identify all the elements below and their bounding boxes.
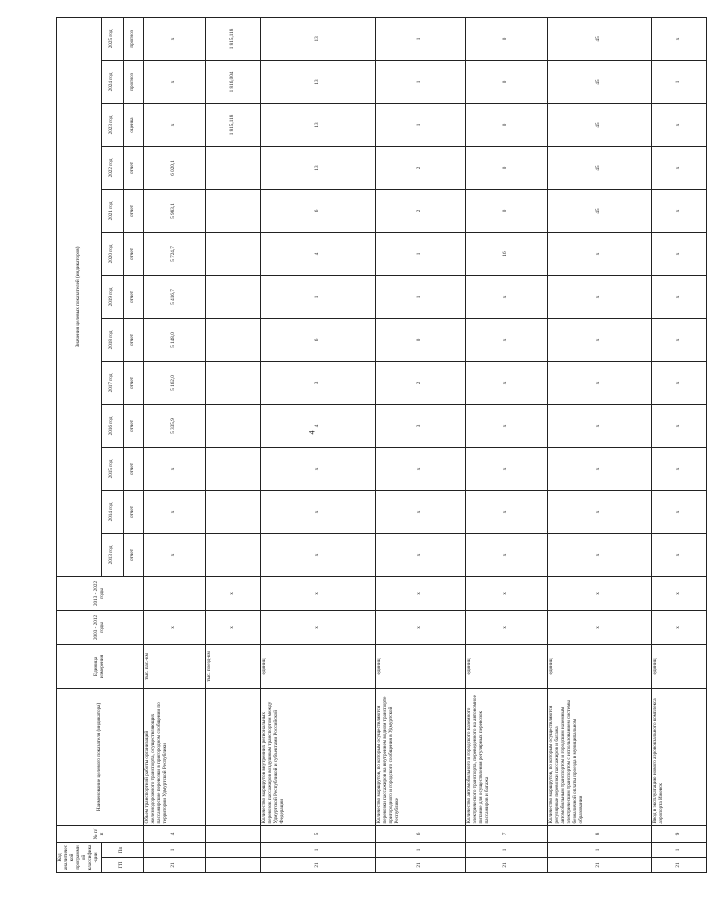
cell-value: 45 (547, 146, 651, 189)
cell-value: x (651, 404, 706, 447)
header-year-type: отчет (123, 189, 143, 232)
cell-value: x (260, 533, 375, 576)
cell-value: x (651, 490, 706, 533)
cell-value: 45 (547, 17, 651, 60)
header-year-type: отчет (123, 447, 143, 490)
cell-unit: единиц (651, 644, 706, 688)
header-year: 2023 год (101, 103, 123, 146)
cell-value: x (651, 447, 706, 490)
cell-value: 45 (547, 103, 651, 146)
cell-value: x (143, 490, 205, 533)
cell-value: 13 (260, 103, 375, 146)
cell-value: 2 (375, 146, 465, 189)
rotated-table-container (56, 19, 681, 873)
cell-value: 5 335,9 (143, 404, 205, 447)
cell-value: x (143, 103, 205, 146)
page-number: 4 (307, 430, 317, 435)
cell-value: x (651, 361, 706, 404)
cell-value: 6 (260, 189, 375, 232)
cell-value: 13 (260, 17, 375, 60)
cell-value: 0 (465, 189, 547, 232)
cell-value: 6 020,1 (143, 146, 205, 189)
cell-value: 5 148,0 (143, 318, 205, 361)
cell-value (205, 361, 260, 404)
cell-pp: 1 (547, 842, 651, 857)
cell-value: x (375, 533, 465, 576)
table-row (547, 17, 651, 872)
cell-value: 1 (375, 103, 465, 146)
cell-value: 2 (375, 189, 465, 232)
cell-pp: 1 (260, 842, 375, 857)
cell-period-2013-2022: x (465, 576, 547, 610)
cell-num: 9 (651, 825, 706, 842)
cell-value: x (547, 490, 651, 533)
cell-unit: тыс. поезд-км (205, 644, 260, 688)
cell-value: 1 (260, 275, 375, 318)
header-pp: Пп (101, 842, 143, 857)
cell-pp: 1 (143, 842, 205, 857)
header-period-2003-2012: 2003 - 2012 годы (57, 610, 144, 644)
cell-period-2003-2012: x (547, 610, 651, 644)
cell-value: x (651, 533, 706, 576)
header-values-group: Значения целевых показателей (индикаторов) (57, 17, 102, 576)
cell-gp: 21 (375, 858, 465, 873)
header-year-type: отчет (123, 146, 143, 189)
cell-indicator: Ввод в эксплуатацию нового аэровокзального комплекса аэропорта Ижевск (651, 688, 706, 825)
cell-value (205, 404, 260, 447)
cell-period-2003-2012: x (375, 610, 465, 644)
cell-value: 13 (260, 60, 375, 103)
cell-value: x (465, 447, 547, 490)
cell-value: x (465, 490, 547, 533)
cell-period-2003-2012: x (143, 610, 205, 644)
cell-period-2003-2012: x (205, 610, 260, 644)
cell-value: 5 162,0 (143, 361, 205, 404)
header-year: 2021 год (101, 189, 123, 232)
cell-value: 16 (465, 232, 547, 275)
cell-value: x (375, 490, 465, 533)
header-year-type: отчет (123, 275, 143, 318)
header-year-type: прогноз (123, 17, 143, 60)
cell-value: x (143, 447, 205, 490)
cell-value: 1 816,004 (205, 60, 260, 103)
table-row (651, 17, 706, 872)
cell-pp (205, 842, 260, 857)
cell-value: x (547, 447, 651, 490)
cell-value: x (143, 17, 205, 60)
cell-period-2003-2012: x (465, 610, 547, 644)
header-year: 2013 год (101, 533, 123, 576)
header-year: 2014 год (101, 490, 123, 533)
header-year-type: прогноз (123, 60, 143, 103)
cell-indicator: Объем транспортной работы организаций железнодорожного транспорта, осуществляющих пассажирские перевозки в пригородном сообщении по территории Удмуртской Республики (143, 688, 205, 825)
cell-value: 1 (375, 275, 465, 318)
table-row (375, 17, 465, 872)
cell-value: x (651, 275, 706, 318)
cell-period-2003-2012: x (651, 610, 706, 644)
cell-value: x (465, 318, 547, 361)
cell-pp: 1 (465, 842, 547, 857)
cell-num: 8 (547, 825, 651, 842)
cell-value: 5 983,1 (143, 189, 205, 232)
cell-value: x (143, 60, 205, 103)
cell-value: x (260, 490, 375, 533)
cell-value: x (651, 189, 706, 232)
header-gp: ГП (101, 858, 143, 873)
cell-value: 45 (547, 60, 651, 103)
header-indicator: Наименование целевого показателя (индикатора) (57, 688, 144, 825)
cell-indicator: Количество маршрутов, по которым осуществляются регулярные перевозки пассажиров и багажа автомобильным транспортом и городским наземным электрическим транспортом с использованием системы безналичной оплаты проезда в муниципальном образовании (547, 688, 651, 825)
cell-indicator: Количество маршрутов, по которым осуществляются перевозки пассажиров на внутреннем водном транспорте пригородного и городского сообщения в Удмуртской Республике (375, 688, 465, 825)
cell-value: x (651, 17, 706, 60)
header-year: 2018 год (101, 318, 123, 361)
cell-value (205, 447, 260, 490)
table-row (465, 17, 547, 872)
cell-value (205, 533, 260, 576)
cell-value: x (143, 533, 205, 576)
cell-value: 13 (260, 146, 375, 189)
header-year: 2022 год (101, 146, 123, 189)
cell-unit: единиц (375, 644, 465, 688)
header-year: 2015 год (101, 447, 123, 490)
cell-unit: единиц (260, 644, 375, 688)
cell-value: 0 (465, 103, 547, 146)
table-row (260, 17, 375, 872)
cell-gp: 21 (260, 858, 375, 873)
cell-value: x (651, 318, 706, 361)
cell-value (205, 189, 260, 232)
cell-value: x (651, 146, 706, 189)
cell-unit: тыс. пас.-км (143, 644, 205, 688)
cell-gp: 21 (465, 858, 547, 873)
cell-value: x (547, 232, 651, 275)
header-year: 2019 год (101, 275, 123, 318)
cell-value: 5 416,7 (143, 275, 205, 318)
cell-indicator: Количество автомобильного и городского наземного электрического транспорта, переведенного на автономное питание для осуществления регулярных перевозок пассажиров и багажа (465, 688, 547, 825)
cell-gp (205, 858, 260, 873)
header-year-type: отчет (123, 361, 143, 404)
cell-value: 1 (375, 60, 465, 103)
cell-value (205, 318, 260, 361)
cell-value: x (260, 447, 375, 490)
cell-value: x (547, 318, 651, 361)
cell-value (205, 146, 260, 189)
cell-value: 1 815,118 (205, 103, 260, 146)
cell-value: 0 (465, 146, 547, 189)
cell-num (205, 825, 260, 842)
cell-period-2013-2022: x (205, 576, 260, 610)
cell-value: 1 (651, 60, 706, 103)
header-year: 2020 год (101, 232, 123, 275)
cell-period-2013-2022: x (375, 576, 465, 610)
cell-value: x (465, 361, 547, 404)
header-year-type: отчет (123, 533, 143, 576)
header-unit: Единица измерения (57, 644, 144, 688)
cell-num: 4 (143, 825, 205, 842)
cell-value: 45 (547, 189, 651, 232)
cell-value: 3 (375, 404, 465, 447)
header-year: 2017 год (101, 361, 123, 404)
cell-num: 6 (375, 825, 465, 842)
cell-value: x (547, 275, 651, 318)
header-year-type: отчет (123, 490, 143, 533)
cell-pp: 1 (651, 842, 706, 857)
cell-num: 7 (465, 825, 547, 842)
cell-value: x (375, 447, 465, 490)
table-row (143, 17, 205, 872)
cell-value: x (651, 232, 706, 275)
cell-unit: единиц (465, 644, 547, 688)
header-year: 2025 год (101, 17, 123, 60)
cell-value: 4 (260, 232, 375, 275)
cell-value: 1 815,118 (205, 17, 260, 60)
cell-value (205, 275, 260, 318)
cell-period-2013-2022 (143, 576, 205, 610)
cell-gp: 21 (547, 858, 651, 873)
cell-value: 1 (375, 17, 465, 60)
cell-value: 0 (465, 17, 547, 60)
header-year-type: отчет (123, 232, 143, 275)
cell-value: 1 (375, 232, 465, 275)
header-num: № п/п (57, 825, 144, 842)
cell-value: x (465, 533, 547, 576)
cell-value: 5 724,7 (143, 232, 205, 275)
header-year: 2024 год (101, 60, 123, 103)
cell-period-2013-2022: x (547, 576, 651, 610)
cell-indicator: Количество маршрутов внутренних региональных перевозок пассажиров воздушным транспортом между Удмуртской Республикой и субъектами Российской Федерации (260, 688, 375, 825)
cell-period-2003-2012: x (260, 610, 375, 644)
cell-value: x (465, 275, 547, 318)
cell-value: x (547, 404, 651, 447)
cell-pp: 1 (375, 842, 465, 857)
cell-value: 2 (375, 361, 465, 404)
cell-unit: единиц (547, 644, 651, 688)
header-year-type: отчет (123, 404, 143, 447)
cell-value: 0 (375, 318, 465, 361)
cell-value: 3 (260, 361, 375, 404)
cell-value: x (547, 361, 651, 404)
cell-gp: 21 (651, 858, 706, 873)
header-code-group: Код аналитической программной классифика-ции (57, 842, 102, 872)
cell-value: 4 (260, 404, 375, 447)
header-year-type: оценка (123, 103, 143, 146)
indicators-table (56, 17, 707, 873)
cell-num: 5 (260, 825, 375, 842)
cell-value: x (651, 103, 706, 146)
table-row (205, 17, 260, 872)
cell-period-2013-2022: x (651, 576, 706, 610)
header-year-type: отчет (123, 318, 143, 361)
cell-value: x (547, 533, 651, 576)
header-period-2013-2022: 2013 - 2022 годы (57, 576, 144, 610)
cell-indicator (205, 688, 260, 825)
cell-gp: 21 (143, 858, 205, 873)
cell-value (205, 232, 260, 275)
cell-period-2013-2022: x (260, 576, 375, 610)
cell-value (205, 490, 260, 533)
cell-value: x (465, 404, 547, 447)
cell-value: 0 (465, 60, 547, 103)
cell-value: 6 (260, 318, 375, 361)
header-year: 2016 год (101, 404, 123, 447)
